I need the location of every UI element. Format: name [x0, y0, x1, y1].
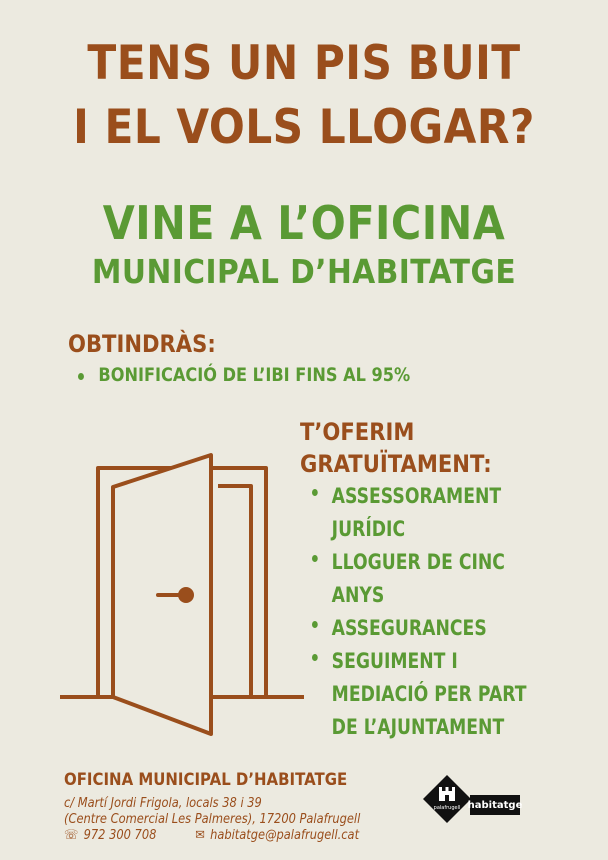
offer-item: LLOGUER DE CINC	[312, 546, 527, 579]
offer-item: SEGUIMENT I	[312, 645, 527, 678]
phone-icon: ☏	[64, 828, 79, 843]
benefit-item: BONIFICACIÓ DE L’IBI FINS AL 95%	[78, 364, 410, 386]
contact-line	[64, 828, 359, 843]
headline-line-2: I EL VOLS LLOGAR?	[73, 100, 535, 155]
email-address[interactable]: habitatge@palafrugell.cat	[210, 828, 360, 843]
offer-item-cont: MEDIACIÓ PER PART	[331, 682, 527, 706]
offer-title-line-1: T’OFERIM	[300, 418, 415, 446]
email-icon: ✉	[195, 828, 205, 843]
address-line-1: c/ Martí Jordi Frigola, locals 38 i 39	[64, 796, 262, 811]
headline-line-3: VINE A L’OFICINA	[102, 196, 506, 250]
footer-title: OFICINA MUNICIPAL D’HABITATGE	[64, 770, 348, 790]
door-knob-icon	[178, 587, 194, 603]
headline-line-4: MUNICIPAL D’HABITATGE	[91, 252, 517, 291]
headline-line-1: TENS UN PIS BUIT	[87, 36, 521, 91]
benefits-title: OBTINDRÀS:	[68, 330, 216, 358]
offer-item: ASSESSORAMENT	[312, 480, 527, 513]
offer-list	[312, 480, 574, 744]
phone-number: 972 300 708	[83, 828, 157, 843]
address-line-2: (Centre Comercial Les Palmeres), 17200 Palafrugell	[64, 812, 361, 827]
svg-text:palafrugell: palafrugell	[433, 805, 461, 811]
palafrugell-logo	[422, 774, 472, 824]
offer-item: ASSEGURANCES	[312, 612, 527, 645]
offer-item-cont: ANYS	[331, 583, 385, 607]
offer-item-cont: DE L’AJUNTAMENT	[331, 715, 505, 739]
benefits-list	[78, 364, 469, 386]
offer-title-line-2: GRATUÏTAMENT:	[300, 450, 492, 478]
offer-item-cont: JURÍDIC	[331, 517, 406, 541]
door-illustration	[58, 452, 308, 742]
logo-tag: habitatge	[470, 795, 520, 815]
